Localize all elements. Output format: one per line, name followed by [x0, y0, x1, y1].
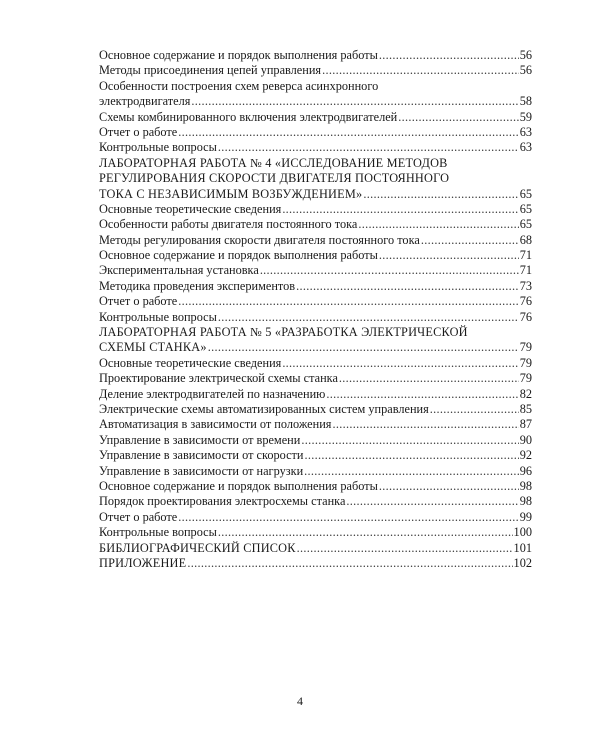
toc-entry-title: Контрольные вопросы	[99, 140, 217, 155]
toc-entry-title: Автоматизация в зависимости от положения	[99, 417, 332, 432]
toc-entry	[99, 510, 532, 525]
toc-entry-title: Методы присоединения цепей управления	[99, 63, 322, 78]
toc-entry-title: Методика проведения экспериментов	[99, 278, 296, 293]
toc-entry-page: 63	[519, 124, 532, 139]
toc-entry	[99, 248, 532, 263]
toc-entry-page: 92	[519, 448, 532, 463]
toc-entry-page: 56	[519, 63, 532, 78]
toc-entry-title: Основное содержание и порядок выполнения работы	[99, 478, 378, 493]
toc-entry	[99, 541, 532, 556]
toc-entry	[99, 48, 532, 63]
toc-entry	[99, 294, 532, 309]
dot-leader	[296, 279, 519, 294]
dot-leader	[346, 494, 518, 509]
dot-leader	[421, 233, 519, 248]
toc-entry	[99, 479, 532, 494]
toc-entry	[99, 279, 532, 294]
toc-entry-title: ПРИЛОЖЕНИЕ	[99, 555, 187, 570]
dot-leader	[208, 340, 519, 355]
dot-leader	[178, 294, 518, 309]
toc-entry-page: 63	[519, 140, 532, 155]
toc-entry	[99, 140, 532, 155]
toc-entry-page: 87	[519, 417, 532, 432]
dot-leader	[379, 479, 519, 494]
toc-entry-title: СХЕМЫ СТАНКА»	[99, 340, 207, 355]
toc-entry-page: 65	[519, 186, 532, 201]
toc-entry-title: Основное содержание и порядок выполнения работы	[99, 48, 378, 62]
toc-entry-page: 99	[519, 509, 532, 524]
toc-entry-page: 102	[513, 555, 532, 570]
dot-leader	[187, 556, 512, 571]
table-of-contents	[99, 48, 532, 571]
toc-entry-page: 58	[519, 94, 532, 109]
toc-entry-page: 65	[519, 217, 532, 232]
dot-leader	[332, 417, 518, 432]
toc-entry-title: Экспериментальная установка	[99, 263, 259, 278]
toc-entry-title: Электрические схемы автоматизированных систем управления	[99, 401, 429, 416]
toc-entry-title: Управление в зависимости от нагрузки	[99, 463, 304, 478]
toc-entry	[99, 187, 532, 202]
toc-entry	[99, 79, 532, 94]
toc-entry	[99, 310, 532, 325]
dot-leader	[178, 510, 518, 525]
dot-leader	[379, 48, 519, 63]
toc-entry-page: 79	[519, 355, 532, 370]
toc-entry-title: ЛАБОРАТОРНАЯ РАБОТА № 5 «РАЗРАБОТКА ЭЛЕКТРИЧЕСКОЙ	[99, 325, 468, 340]
dot-leader	[379, 248, 519, 263]
toc-entry-page: 79	[519, 340, 532, 355]
toc-entry	[99, 387, 532, 402]
toc-entry	[99, 556, 532, 571]
toc-entry-title: РЕГУЛИРОВАНИЯ СКОРОСТИ ДВИГАТЕЛЯ ПОСТОЯННОГО	[99, 171, 450, 186]
toc-entry-page: 82	[519, 386, 532, 401]
toc-entry	[99, 433, 532, 448]
toc-entry	[99, 402, 532, 417]
dot-leader	[398, 110, 518, 125]
dot-leader	[358, 217, 518, 232]
toc-entry-page: 98	[519, 494, 532, 509]
toc-entry-page: 98	[519, 478, 532, 493]
toc-entry-page: 79	[519, 371, 532, 386]
dot-leader	[282, 202, 518, 217]
toc-entry-title: Отчет о работе	[99, 294, 178, 309]
toc-entry-title: Контрольные вопросы	[99, 309, 217, 324]
page-number: 4	[297, 694, 303, 708]
dot-leader	[260, 263, 519, 278]
dot-leader	[218, 140, 519, 155]
toc-entry-page: 59	[519, 109, 532, 124]
toc-entry-title: Управление в зависимости от времени	[99, 432, 301, 447]
toc-entry	[99, 171, 532, 186]
toc-entry-page: 68	[519, 232, 532, 247]
dot-leader	[178, 125, 518, 140]
dot-leader	[191, 94, 518, 109]
dot-leader	[339, 371, 519, 386]
toc-entry	[99, 110, 532, 125]
toc-entry-title: Схемы комбинированного включения электродвигателей	[99, 109, 398, 124]
dot-leader	[282, 356, 518, 371]
toc-entry-title: Особенности построения схем реверса асинхронного	[99, 78, 379, 93]
dot-leader	[297, 541, 513, 556]
toc-entry-title: Управление в зависимости от скорости	[99, 448, 304, 463]
toc-entry-title: Отчет о работе	[99, 509, 178, 524]
dot-leader	[304, 464, 519, 479]
dot-leader	[326, 387, 518, 402]
toc-entry-page: 73	[519, 278, 532, 293]
toc-entry-title: Деление электродвигателей по назначению	[99, 386, 326, 401]
toc-entry	[99, 340, 532, 355]
toc-entry	[99, 325, 532, 340]
toc-entry	[99, 464, 532, 479]
toc-entry-page: 65	[519, 201, 532, 216]
toc-entry	[99, 494, 532, 509]
dot-leader	[218, 310, 519, 325]
toc-entry-title: электродвигателя	[99, 94, 191, 109]
toc-entry-page: 100	[513, 525, 532, 540]
toc-entry-title: Отчет о работе	[99, 124, 178, 139]
toc-entry-title: Методы регулирования скорости двигателя постоянного тока	[99, 232, 420, 247]
toc-entry-page: 56	[519, 48, 532, 62]
toc-entry	[99, 156, 532, 171]
toc-entry-title: Контрольные вопросы	[99, 525, 217, 540]
dot-leader	[322, 63, 519, 78]
dot-leader	[218, 525, 513, 540]
dot-leader	[430, 402, 519, 417]
toc-entry	[99, 525, 532, 540]
toc-entry-title: БИБЛИОГРАФИЧЕСКИЙ СПИСОК	[99, 540, 296, 555]
dot-leader	[301, 433, 518, 448]
toc-entry-title: Основное содержание и порядок выполнения работы	[99, 248, 378, 263]
toc-entry	[99, 217, 532, 232]
toc-entry	[99, 94, 532, 109]
toc-entry-title: Основные теоретические сведения	[99, 355, 282, 370]
toc-entry	[99, 356, 532, 371]
toc-entry-title: ТОКА С НЕЗАВИСИМЫМ ВОЗБУЖДЕНИЕМ»	[99, 186, 363, 201]
toc-entry	[99, 233, 532, 248]
toc-entry-title: Порядок проектирования электросхемы станка	[99, 494, 346, 509]
toc-entry-title: Основные теоретические сведения	[99, 201, 282, 216]
toc-entry	[99, 263, 532, 278]
toc-entry-page: 85	[519, 401, 532, 416]
toc-entry-title: Проектирование электрической схемы станка	[99, 371, 338, 386]
toc-entry	[99, 202, 532, 217]
dot-leader	[305, 448, 519, 463]
toc-entry-page: 71	[519, 248, 532, 263]
toc-entry-title: ЛАБОРАТОРНАЯ РАБОТА № 4 «ИССЛЕДОВАНИЕ МЕТОДОВ	[99, 155, 448, 170]
dot-leader	[363, 187, 518, 202]
toc-entry	[99, 125, 532, 140]
toc-entry-page: 90	[519, 432, 532, 447]
toc-entry-title: Особенности работы двигателя постоянного тока	[99, 217, 358, 232]
toc-entry-page: 71	[519, 263, 532, 278]
toc-entry	[99, 448, 532, 463]
toc-entry-page: 76	[519, 309, 532, 324]
toc-entry-page: 101	[513, 540, 532, 555]
toc-entry	[99, 63, 532, 78]
toc-entry-page: 96	[519, 463, 532, 478]
toc-entry	[99, 371, 532, 386]
toc-entry-page: 76	[519, 294, 532, 309]
toc-entry	[99, 417, 532, 432]
